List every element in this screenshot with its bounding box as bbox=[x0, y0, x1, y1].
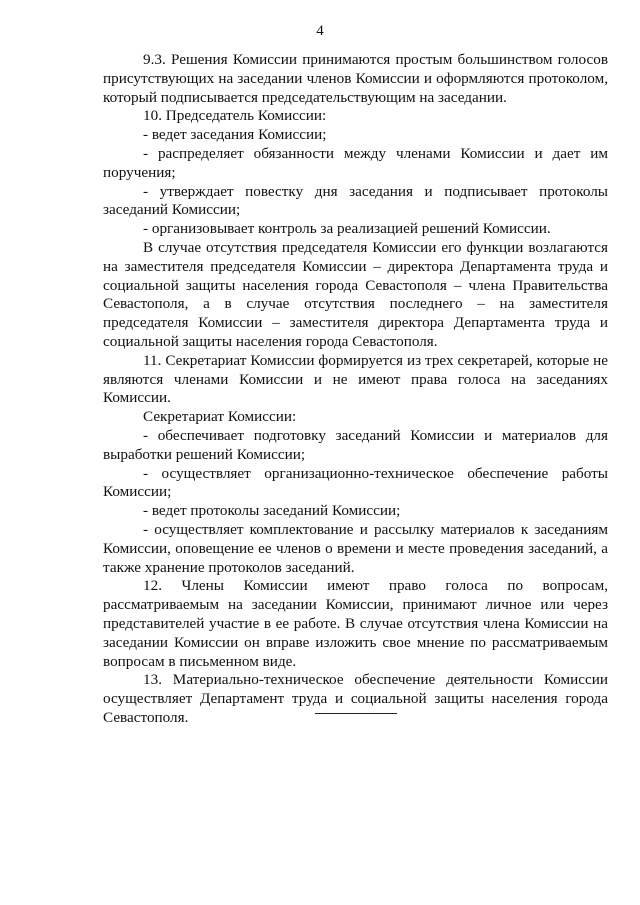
chair-duty-item: - утверждает повестку дня заседания и подписывает протоколы заседаний Комиссии; bbox=[103, 182, 608, 219]
secretariat-duty-item: - обеспечивает подготовку заседаний Комиссии и материалов для выработки решений Комиссии; bbox=[103, 426, 608, 463]
paragraph-13: 13. Материально-техническое обеспечение деятельности Комиссии осуществляет Департамент труда и социальной защиты населения города Севастополя. bbox=[103, 671, 608, 726]
chair-duty-item: - организовывает контроль за реализацией решений Комиссии. bbox=[143, 220, 551, 238]
chair-duty-item: - распределяет обязанности между членами Комиссии и дает им поручения; bbox=[103, 144, 608, 181]
end-divider bbox=[315, 713, 397, 714]
chair-absence-paragraph: В случае отсутствия председателя Комиссии его функции возлагаются на заместителя председателя Комиссии – директора Департамента труда и социальной защиты населения города Севастополя – члена Правительства Севастополя, а в случае отсутствия последнего – на заместителя председателя Комиссии – заместителя директора Департамента труда и социальной защиты населения города Севастополя. bbox=[103, 238, 608, 350]
paragraph-9-3: 9.3. Решения Комиссии принимаются простым большинством голосов присутствующих на заседании членов Комиссии и оформляются протоколом, который подписывается председательствующим на заседании. bbox=[103, 51, 608, 106]
secretariat-duty-item: - осуществляет комплектование и рассылку материалов к заседаниям Комиссии, оповещение ее членов о времени и месте проведения заседаний, а также хранение протоколов заседаний. bbox=[103, 520, 608, 576]
paragraph-11: 11. Секретариат Комиссии формируется из трех секретарей, которые не являются членами Комиссии и не имеют права голоса на заседаниях Комиссии. bbox=[103, 351, 608, 407]
page-number: 4 bbox=[316, 23, 324, 39]
paragraph-10-heading: 10. Председатель Комиссии: bbox=[143, 107, 327, 125]
secretariat-duty-item: - осуществляет организационно-техническое обеспечение работы Комиссии; bbox=[103, 464, 608, 501]
secretariat-duty-item: - ведет протоколы заседаний Комиссии; bbox=[143, 502, 401, 520]
document-body bbox=[103, 51, 608, 728]
paragraph-12: 12. Члены Комиссии имеют право голоса по вопросам, рассматриваемым на заседании Комиссии, принимают личное или через представителей участие в ее работе. В случае отсутствия члена Комиссии на заседании Комиссии он вправе изложить свое мнение по рассматриваемым вопросам в письменном виде. bbox=[103, 577, 608, 670]
secretariat-heading: Секретариат Комиссии: bbox=[143, 408, 297, 426]
chair-duty-item: - ведет заседания Комиссии; bbox=[143, 126, 327, 144]
